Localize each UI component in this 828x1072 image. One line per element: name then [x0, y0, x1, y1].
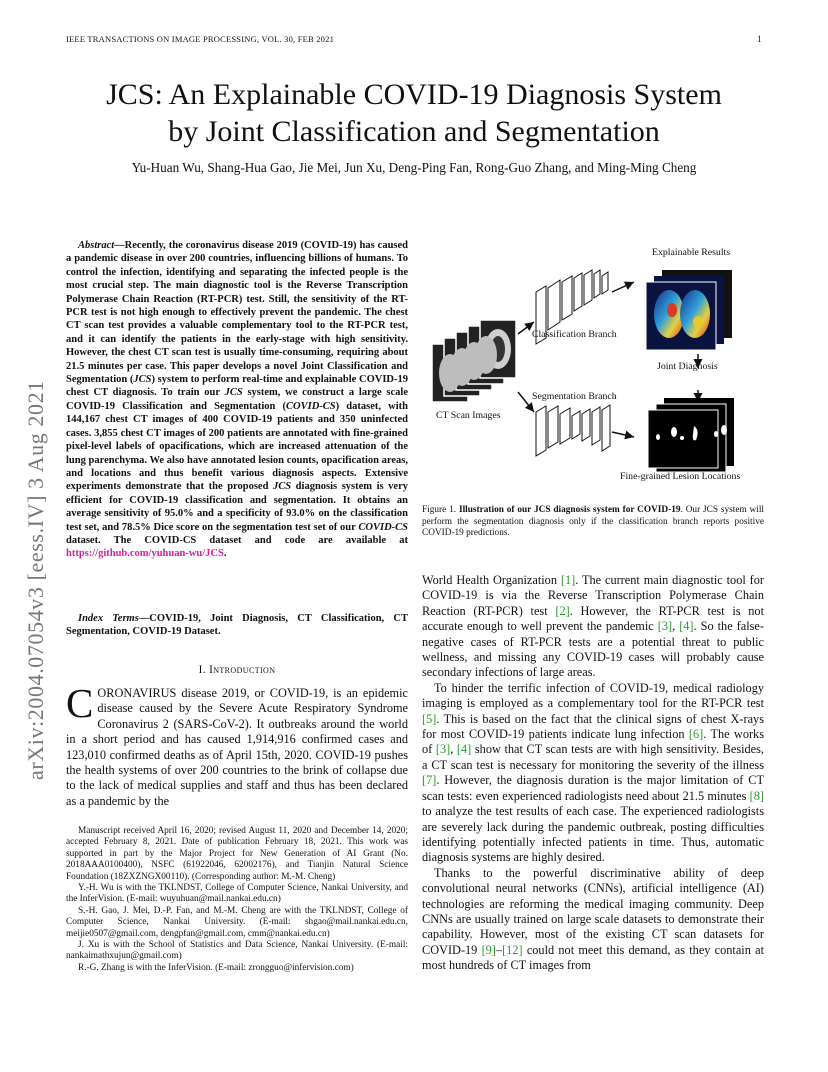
label-explainable-results: Explainable Results: [652, 247, 731, 258]
paragraph: [422, 866, 764, 974]
text-run: show that CT scan tests are with high sensitivity. Besides, a CT scan test is necessary for monitoring the severity of the illness: [422, 742, 764, 772]
arxiv-stamp: arXiv:2004.07054v3 [eess.IV] 3 Aug 2021: [23, 380, 48, 780]
abstract-text-4: ) dataset, with 144,167 chest CT images of 400 COVID-19 patients and 350 uninfected cases. 3,855 chest CT images of 200 patients are annotated with fine-grained pixel-level labels of opacifications, which are increased attenuation of the lung parenchyma. We also have annotated lesion counts, opacification areas, and locations and thus benefit various diagnosis aspects. Extensive experiments demonstrate that the proposed: [66, 400, 408, 493]
figure-caption: [422, 505, 764, 540]
abstract-covidcs-1: COVID-CS: [286, 400, 336, 412]
right-column-text: [422, 573, 764, 974]
label-joint-diagnosis: Joint Diagnosis: [657, 361, 718, 372]
abstract: [66, 239, 408, 561]
text-run: –: [495, 942, 503, 957]
label-classification-branch: Classification Branch: [532, 329, 617, 340]
text-run: . So the false-negative cases of RT-PCR tests are a potential threat to public wellness, and missing any COVID-19 cases will probably cause secondary infections of large areas.: [422, 619, 764, 680]
citation-link[interactable]: [8]: [749, 788, 764, 803]
text-run: To hinder the terrific infection of COVID-19, medical radiology imaging is employed as a complementary tool for the RT-PCR test: [422, 680, 764, 711]
text-run: . The works of: [422, 727, 764, 757]
caption-prefix: Figure 1.: [422, 505, 457, 515]
title-line-2: by Joint Classification and Segmentation: [168, 115, 660, 148]
intro-text: disease 2019, or COVID-19, is an epidemic disease caused by the Severe Acute Respiratory Syndrome Coronavirus 2 (SARS-CoV-2). It outbreaks around the world in a short period and has caused 1,914,916 confirmed cases and 123,010 confirmed deaths as of April 15th, 2020. COVID-19 pushes the health systems of over 200 countries to the brink of collapse due to the lack of medical supplies and staff and thus has been declared as a pandemic by the: [66, 686, 408, 808]
abstract-text-3: system, we construct a large scale COVID-19 Classification and Segmentation (: [66, 387, 408, 412]
abstract-text-5: diagnosis system is very efficient for COVID-19 classification and segmentation. It obtains an average sensitivity of 95.0% and a specificity of 93.0% on the classification test set, and 78.5% Dice score on the segmentation test set of our: [66, 481, 409, 533]
intro-paragraph: [66, 680, 408, 809]
citation-link[interactable]: [3]: [435, 742, 451, 757]
index-terms: [66, 612, 408, 639]
abstract-end: .: [223, 548, 227, 560]
abstract-jcs-3: JCS: [273, 481, 292, 493]
paper-title: [40, 76, 788, 150]
abstract-covidcs-2: COVID-CS: [358, 521, 408, 533]
citation-link[interactable]: [4]: [679, 619, 694, 634]
caption-text: . Our JCS system will perform the segmentation diagnosis only if the classification branch reports positive COVID-19 predictions.: [422, 505, 765, 539]
index-terms-text: —COVID-19, Joint Diagnosis, CT Classification, CT Segmentation, COVID-19 Dataset.: [66, 613, 408, 638]
drop-cap: C: [66, 680, 94, 726]
label-lesion-locations: Fine-grained Lesion Locations: [620, 471, 741, 482]
paragraph: [422, 681, 764, 866]
index-terms-label: Index Terms: [78, 613, 139, 624]
footnote-affiliation: S.-H. Gao, J. Mei, D.-P. Fan, and M.-M. Cheng are with the TKLNDST, College of Computer Science, Nankai University. (E-mail: shgao@mail.nankai.edu.cn, meijie0507@gmail.com, dengpfan@gmail.com, cmm@nankai.edu.cn): [66, 905, 408, 939]
text-run: could not meet this demand, as they contain at most hundreds of CT images from: [422, 942, 764, 973]
footnote-manuscript: Manuscript received April 16, 2020; revised August 11, 2020 and December 14, 2020; accepted February 8, 2021. Date of publication February 18, 2021. This work was supported in part by the Major Project for New Generation of AI Grant (No. 2018AAA0100400), NSFC (61922046, 62002176), and Tianjin Natural Science Foundation (18ZXZNGX00110). (Corresponding author: M.-M. Cheng): [66, 826, 408, 882]
label-segmentation-branch: Segmentation Branch: [532, 391, 617, 402]
footnote-affiliation: J. Xu is with the School of Statistics and Data Science, Nankai University. (E-mail: nankaimathxujun@gmail.com): [66, 940, 408, 962]
caption-title: Illustration of our JCS diagnosis system for COVID-19: [458, 505, 681, 515]
citation-link[interactable]: [5]: [422, 711, 437, 726]
text-run: ,: [672, 619, 680, 634]
lesion-masks: [648, 398, 734, 472]
citation-link[interactable]: [7]: [422, 773, 437, 788]
text-run: . However, the diagnosis duration is the major limitation of CT scan tests: even experienced radiologists need about 21.5 minutes: [422, 773, 764, 803]
text-run: to analyze the test results of each case. The experienced radiologists are severely lack during the pandemic outbreak, posting difficulties identifying potentially infected patients in time. Thus, automatic diagnosis systems are highly desired.: [422, 804, 764, 865]
citation-link[interactable]: [9]: [481, 942, 496, 957]
text-run: ,: [450, 742, 457, 757]
footnotes: [66, 826, 408, 974]
figure-1: [422, 242, 764, 502]
citation-link[interactable]: [3]: [657, 619, 673, 634]
footnote-affiliation: R.-G. Zhang is with the InferVision. (E-mail: zrongguo@infervision.com): [78, 962, 354, 973]
explainable-heatmaps: [646, 270, 732, 350]
figure-diagram: [422, 242, 764, 502]
footnote-affiliation: Y.-H. Wu is with the TKLNDST, College of Computer Science, Nankai University, and the InferVision. (E-mail: wuyuhuan@mail.nankai.edu.cn): [66, 883, 408, 905]
text-run: . However, the RT-PCR test is not accurate enough to well prevent the pandemic: [422, 603, 764, 634]
abstract-jcs-2: JCS: [224, 387, 243, 399]
ct-scan-stack: [432, 320, 516, 402]
page-number: 1: [757, 34, 762, 44]
running-header: IEEE TRANSACTIONS ON IMAGE PROCESSING, VOL. 30, FEB 2021: [66, 34, 335, 44]
text-run: . This is based on the fact that the clinical signs of chest X-rays for most COVID-19 patients indicate lung infection: [422, 711, 764, 742]
abstract-text-2: ) system to perform real-time and explainable COVID-19 chest CT diagnosis. To train our: [66, 374, 408, 399]
paragraph: [422, 573, 764, 681]
citation-link[interactable]: [12]: [502, 942, 523, 957]
abstract-jcs-1: JCS: [133, 374, 152, 386]
code-link[interactable]: https://github.com/yuhuan-wu/JCS: [66, 548, 224, 560]
citation-link[interactable]: [1]: [560, 573, 576, 587]
segmentation-network: [536, 405, 610, 456]
label-ct-scan-images: CT Scan Images: [436, 410, 501, 421]
title-line-1: JCS: An Explainable COVID-19 Diagnosis System: [106, 78, 722, 111]
citation-link[interactable]: [4]: [456, 742, 472, 757]
citation-link[interactable]: [2]: [555, 603, 570, 618]
text-run: World Health Organization: [422, 573, 561, 587]
intro-lead: ORONAVIRUS: [97, 686, 177, 700]
section-heading: I. Introduction: [198, 664, 276, 676]
abstract-text-1: —Recently, the coronavirus disease 2019 (COVID-19) has caused a pandemic disease in over 200 countries, influencing billions of humans. To control the infection, identifying and separating the infected people is the most crucial step. The main diagnostic tool is the Reverse Transcription Polymerase Chain Reaction (RT-PCR) test. Still, the sensitivity of the RT-PCR test is not high enough to effectively prevent the pandemic. The chest CT scan test provides a valuable complementary tool to the RT-PCR test, and it can identify the patients in the early-stage with high sensitivity. However, the chest CT scan test is usually time-consuming, requiring about 21.5 minutes per case. This paper develops a novel Joint Classification and Segmentation (: [66, 240, 408, 386]
text-run: . The current main diagnostic tool for COVID-19 is via the Reverse Transcription Polymerase Chain Reaction (RT-PCR) test: [422, 573, 764, 618]
text-run: Thanks to the powerful discriminative ability of deep convolutional neural networks (CNNs), artificial intelligence (AI) technologies are reforming the medical imaging community. Deep CNNs are usually trained on large scale datasets to demonstrate their capability. However, most of the existing CT scan datasets for COVID-19: [422, 865, 764, 957]
abstract-label: Abstract: [78, 240, 115, 251]
author-list: Yu-Huan Wu, Shang-Hua Gao, Jie Mei, Jun Xu, Deng-Ping Fan, Rong-Guo Zhang, and Ming-Ming Cheng: [131, 160, 697, 175]
citation-link[interactable]: [6]: [688, 727, 704, 742]
abstract-text-6: dataset. The COVID-CS dataset and code are available at: [66, 534, 408, 546]
